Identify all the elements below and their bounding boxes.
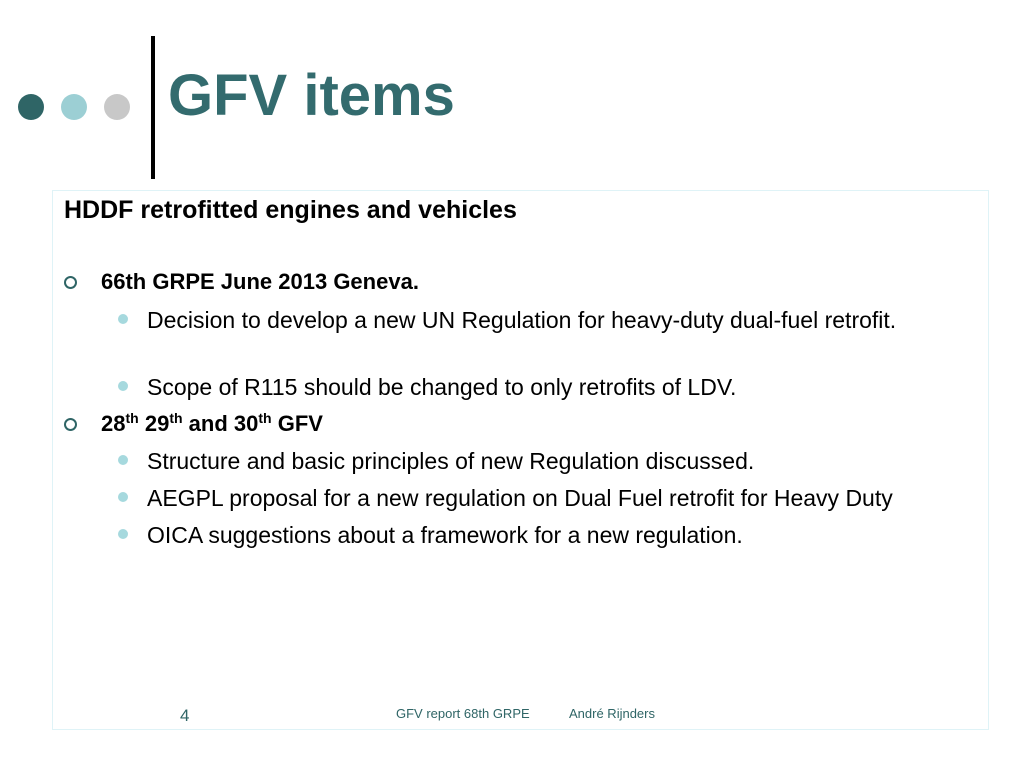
label-number: 29 [144, 411, 170, 436]
slide-title: GFV items [168, 63, 455, 128]
list-item-text: Decision to develop a new UN Regulation for heavy-duty dual-fuel retrofit. [147, 307, 897, 333]
footer-report: GFV report 68th GRPE [396, 706, 530, 721]
list-item-text: Scope of R115 should be changed to only retrofits of LDV. [147, 374, 737, 400]
ring-bullet-icon [64, 276, 77, 289]
list-item-text: AEGPL proposal for a new regulation on Dual Fuel retrofit for Heavy Duty [147, 485, 893, 511]
dot-bullet-icon [118, 455, 128, 465]
label-ordinal: th [125, 410, 139, 426]
decorative-dot-dark [18, 94, 44, 120]
list-item-text: OICA suggestions about a framework for a new regulation. [147, 522, 743, 548]
dot-bullet-icon [118, 314, 128, 324]
title-divider [151, 36, 155, 179]
content-heading: HDDF retrofitted engines and vehicles [64, 196, 517, 224]
label-number: and 30 [188, 411, 259, 436]
ring-bullet-icon [64, 418, 77, 431]
footer-author: André Rijnders [569, 706, 655, 721]
list-item-text: Structure and basic principles of new Regulation discussed. [147, 448, 755, 474]
content-box [52, 190, 989, 730]
decorative-dot-gray [104, 94, 130, 120]
section-label [101, 411, 323, 437]
label-number: 28 [101, 411, 126, 436]
dot-bullet-icon [118, 381, 128, 391]
slide-number: 4 [180, 706, 190, 725]
dot-bullet-icon [118, 492, 128, 502]
section-label: 66th GRPE June 2013 Geneva. [101, 269, 419, 294]
label-suffix: GFV [277, 411, 323, 436]
label-ordinal: th [169, 410, 183, 426]
label-ordinal: th [258, 410, 272, 426]
dot-bullet-icon [118, 529, 128, 539]
decorative-dot-light [61, 94, 87, 120]
